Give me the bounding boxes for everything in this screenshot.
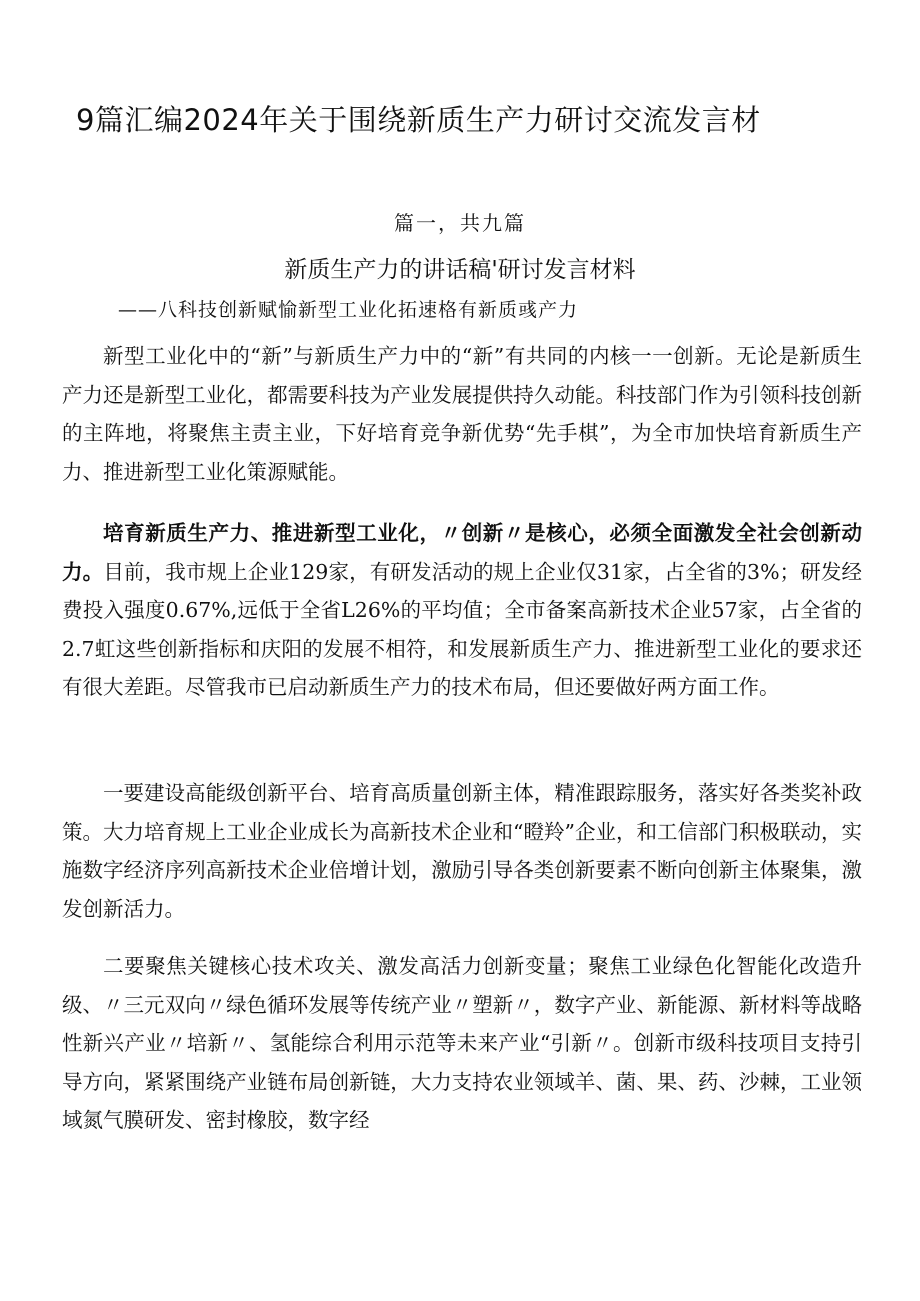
paragraph-lead: 培育新质生产力、推进新型工业化，〃创新〃是核心，必须全面激发全社会创新动力。 — [62, 521, 862, 584]
body-paragraph — [62, 774, 862, 928]
article-subtitle: 新质生产力的讲话稿'研讨发言材料 — [284, 257, 636, 283]
section-label: 篇一，共九篇 — [394, 211, 526, 235]
body-paragraph — [62, 514, 862, 707]
body-paragraph — [62, 337, 862, 491]
body-paragraph — [62, 947, 862, 1140]
article-subheading: ——八科技创新赋愉新型工业化拓速格有新质彧产力 — [118, 299, 579, 321]
paragraph-text: 二要聚焦关键核心技术攻关、激发高活力创新变量；聚焦工业绿色化智能化改造升级、〃三元双向〃绿色循环发展等传统产业〃塑新〃，数字产业、新能源、新材料等战略性新兴产业〃培新〃、氢能综合利用示范等未来产业“引新〃。创新市级科技项目支持引导方向，紧紧围绕产业链布局创新链，大力支持农业领域羊、菌、果、药、沙棘，工业领域氮气膜研发、密封橡胶，数字经 — [62, 954, 862, 1132]
paragraph-text: 一要建设高能级创新平台、培育高质量创新主体，精准跟踪服务，落实好各类奖补政策。大力培育规上工业企业成长为高新技术企业和“瞪羚”企业，和工信部门积极联动，实施数字经济序列高新技术企业倍增计划，激励引导各类创新要素不断向创新主体聚集，激发创新活力。 — [62, 781, 862, 921]
paragraph-text: 目前，我市规上企业129家，有研发活动的规上企业仅31家，占全省的3%；研发经费投入强度0.67%,远低于全省L26%的平均值；全市备案高新技术企业57家，占全省的2.7虹这些创新指标和庆阳的发展不相符，和发展新质生产力、推进新型工业化的要求还有很大差距。尽管我市已启动新质生产力的技术布局，但还要做好两方面工作。 — [62, 559, 863, 699]
document-title: 9篇汇编2024年关于围绕新质生产力研讨交流发言材 — [76, 103, 761, 137]
paragraph-text: 新型工业化中的“新”与新质生产力中的“新”有共同的内核一一创新。无论是新质生产力还是新型工业化，都需要科技为产业发展提供持久动能。科技部门作为引领科技创新的主阵地，将聚焦主责主业，下好培育竞争新优势“先手棋”，为全市加快培育新质生产力、推进新型工业化策源赋能。 — [62, 344, 862, 484]
